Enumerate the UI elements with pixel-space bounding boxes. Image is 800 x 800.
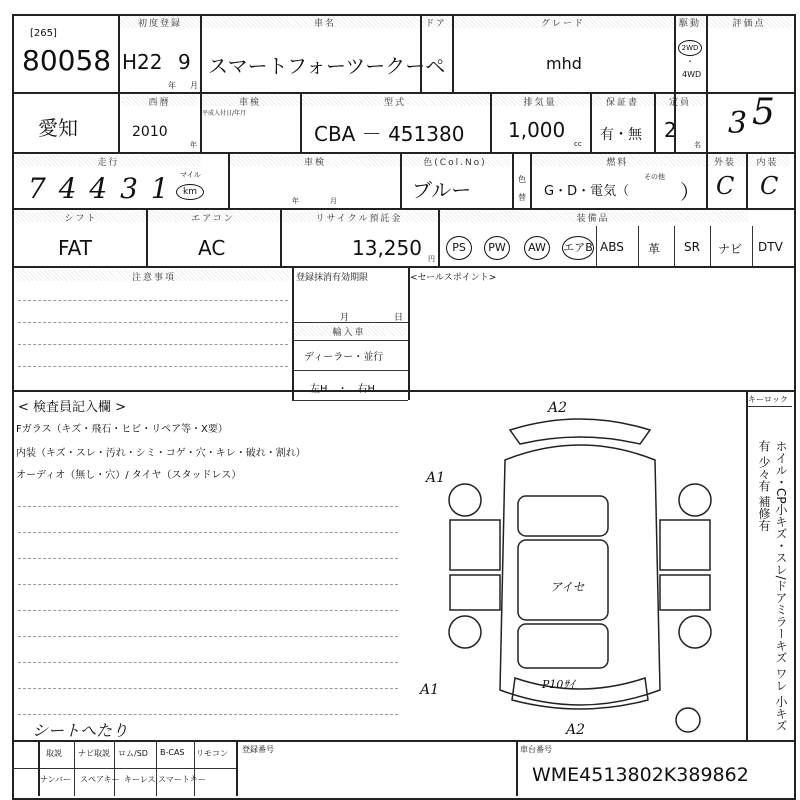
month-unit: 月 [190, 81, 198, 90]
header-model: 車名 [200, 16, 450, 28]
bottom-item-smart-key: スマートキー [158, 775, 206, 784]
grade-value: mhd [546, 54, 582, 73]
import-note: 平成入付日/年月 [202, 110, 247, 117]
header-reg-expiry: 登録抹消有効期限 [296, 273, 369, 283]
header-score: 評価点 [707, 16, 791, 28]
reg-expiry-day: 日 [394, 313, 404, 323]
header-grade: グレード [452, 16, 674, 28]
yen-unit: 円 [428, 255, 435, 263]
chassis-label: 車台番号 [520, 745, 552, 754]
header-recycle: リサイクル預託金 [280, 211, 438, 222]
score-fraction: 5 [752, 92, 775, 133]
warranty-value: 有・無 [600, 127, 642, 143]
dealer-parallel: ディーラー・並行 [304, 352, 384, 363]
color-change-label1: 色 [518, 175, 526, 184]
header-drive: 駆動 [675, 16, 705, 28]
rear-note: P10ｻｲ [542, 678, 575, 691]
header-notes: 注意事項 [16, 270, 292, 281]
color-value: ブルー [412, 178, 472, 202]
row2-year-unit: 年 [190, 141, 197, 149]
seat-note: シートへたり [32, 721, 129, 740]
header-color: 色(Col.No) [400, 155, 510, 166]
inspection-month-unit: 月 [330, 197, 337, 205]
lot-number: 80058 [22, 44, 112, 77]
mileage-value: 7 4 4 3 1 [28, 172, 171, 205]
chassis-number: WME4513802K389862 [532, 764, 749, 786]
score-integer: 3 [728, 106, 748, 141]
equip-aw: AW [524, 236, 550, 260]
cc-unit: cc [574, 140, 582, 148]
inspector-line-glass: Fガラス（キズ・飛石・ヒビ・リペア等・X要） [16, 424, 228, 435]
equip-dtv: DTV [758, 240, 783, 254]
header-exterior: 外装 [705, 155, 745, 166]
body-note: アイセ [550, 580, 585, 594]
first-reg-western: 2010 [132, 124, 168, 140]
capacity-value: 2 [664, 118, 677, 142]
header-type: 型式 [300, 95, 490, 106]
bottom-item-keyless: キーレス [124, 775, 156, 784]
inspector-line-interior: 内装（キズ・スレ・汚れ・シミ・コゲ・穴・キレ・破れ・割れ） [16, 448, 306, 459]
reg-number-label: 登録番号 [242, 745, 274, 754]
aircon-value: AC [198, 236, 226, 260]
year-unit: 年 [168, 81, 176, 90]
header-sales-point: <セールスポイント> [410, 273, 497, 283]
header-shift: シフト [16, 211, 146, 222]
header-inspection: 車検 [230, 155, 400, 166]
drive-4wd: 4WD [682, 70, 702, 79]
model-name: スマートフォーツークーペ [208, 54, 446, 78]
equip-sr: SR [684, 240, 700, 254]
header-interior: 内装 [745, 155, 790, 166]
first-reg-month: 9 [178, 50, 191, 74]
equip-abs: ABS [600, 240, 624, 254]
km-circled: km [176, 184, 204, 200]
header-displacement: 排気量 [490, 95, 590, 106]
fuel-close: ） [680, 180, 700, 204]
bottom-item-spare-key: スペアキー [80, 775, 120, 784]
displacement: 1,000 [508, 118, 566, 142]
header-door: ドア [420, 16, 452, 28]
mark-a1-left: A1 [426, 470, 446, 486]
exterior-score: C [716, 172, 735, 200]
era-year: H22 [122, 50, 163, 74]
key-lock-label: キーロック [748, 395, 788, 404]
reg-expiry-month: 月 [340, 313, 350, 323]
header-aircon: エアコン [146, 211, 280, 222]
header-western: 西暦 [122, 95, 197, 106]
header-import: 輸入車 [292, 325, 406, 336]
bottom-item-manual: 取説 [46, 749, 62, 758]
equip-leather: 革 [648, 242, 661, 256]
equip-airbag: エアB [562, 236, 594, 260]
interior-score: C [760, 172, 779, 200]
sheet-title [280, 0, 480, 8]
header-warranty: 保証書 [590, 95, 655, 106]
bottom-item-navi-manual: ナビ取説 [78, 749, 110, 758]
inspector-line-audio: オーディオ（無し・穴）/ タイヤ（スタッドレス） [16, 470, 242, 481]
drive-dot: ・ [686, 57, 694, 66]
equip-navi: ナビ [718, 242, 743, 256]
handle-side: 左H ・ 右H [310, 384, 376, 395]
fuel-options: G・D・電気（ [544, 184, 630, 199]
equip-ps: PS [446, 236, 472, 260]
shift-value: FAT [58, 236, 93, 260]
inspection-year-unit: 年 [292, 197, 299, 205]
bottom-item-remote: リモコン [196, 749, 228, 758]
bottom-item-rom: ロム/SD [118, 749, 148, 758]
header-first-reg: 初度登録 [120, 16, 200, 28]
model-code: CBA － 451380 [314, 122, 465, 146]
mark-a2-top: A2 [548, 400, 568, 416]
inspector-title: < 検査員記入欄 > [18, 400, 127, 415]
mark-a2-bottom: A2 [566, 722, 586, 738]
recycle-fee: 13,250 [352, 236, 422, 260]
mile-label: マイル [180, 171, 201, 179]
equip-pw: PW [484, 236, 510, 260]
lot-prefix: [265] [30, 28, 57, 39]
car-diagram [410, 400, 750, 740]
header-fuel: 燃料 [530, 155, 705, 166]
bottom-item-plate: ナンバー [40, 775, 72, 784]
color-change-label2: 替 [518, 193, 526, 202]
header-capacity: 定員 [655, 95, 705, 106]
header-equipment: 装備品 [438, 211, 748, 222]
header-inspection-top: 車検 [200, 95, 300, 106]
capacity-unit: 名 [694, 141, 701, 149]
header-mileage: 走行 [16, 155, 201, 166]
right-handwritten-note: ホイル・CP小キズ・スレ/ドアミラーキズ ワレ 小キズ有 少々有 補修有 [757, 440, 788, 732]
bottom-item-bcas: B-CAS [160, 748, 185, 757]
drive-2wd: 2WD [678, 40, 702, 56]
fuel-other: その他 [644, 173, 665, 181]
location: 愛知 [38, 116, 78, 140]
mark-a1-bottom: A1 [420, 682, 440, 698]
